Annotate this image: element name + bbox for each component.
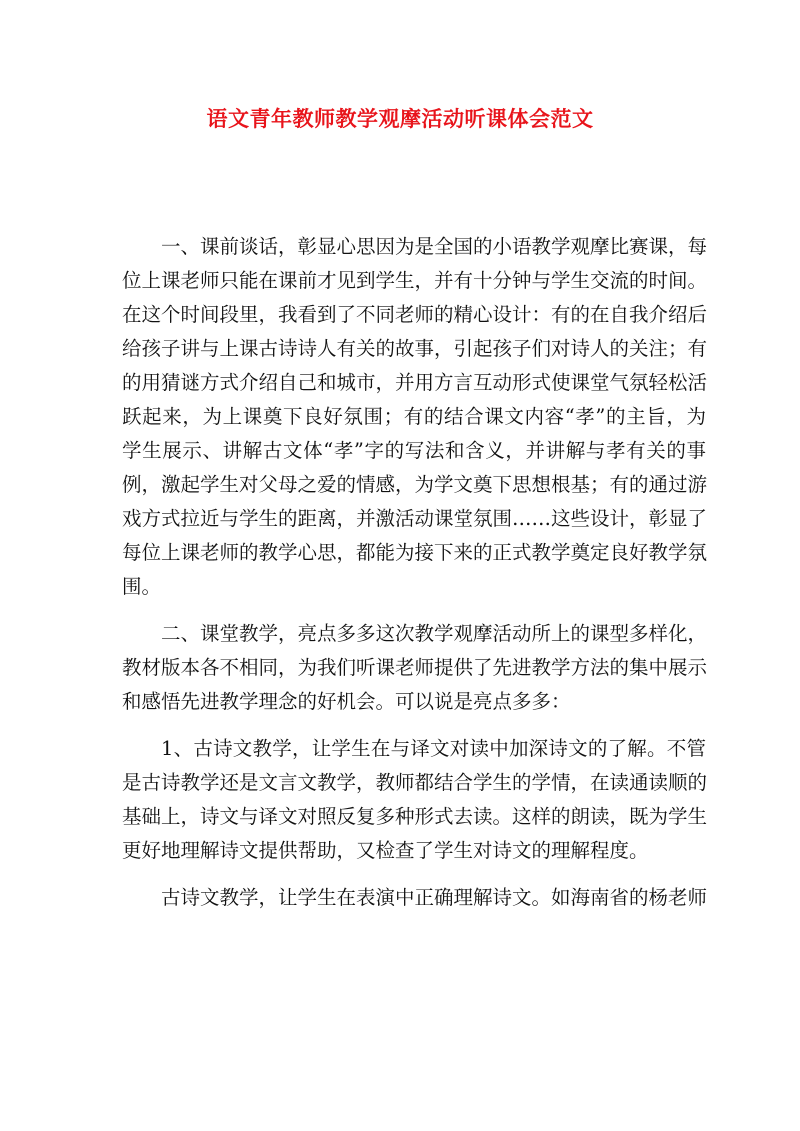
paragraph xyxy=(122,881,706,915)
text-line: 是古诗教学还是文言文教学，教师都结合学生的学情，在读通读顺的 xyxy=(122,771,708,794)
paragraph xyxy=(122,230,706,604)
document-title: 语文青年教师教学观摩活动听课体会范文 xyxy=(206,106,594,131)
text-line: 在这个时间段里，我看到了不同老师的精心设计：有的在自我介绍后 xyxy=(122,303,708,326)
text-line: 每位上课老师的教学心思，都能为接下来的正式教学奠定良好教学氛 xyxy=(122,541,708,564)
text-line: 二、课堂教学，亮点多多这次教学观摩活动所上的课型多样化， xyxy=(161,622,708,645)
text-line: 例，激起学生对父母之爱的情感，为学文奠下思想根基；有的通过游 xyxy=(122,473,708,496)
text-line: 的用猜谜方式介绍自己和城市，并用方言互动形式使课堂气氛轻松活 xyxy=(122,371,708,394)
text-line: 基础上，诗文与译文对照反复多种形式去读。这样的朗读，既为学生 xyxy=(122,805,708,828)
text-line: 给孩子讲与上课古诗诗人有关的故事，引起孩子们对诗人的关注；有 xyxy=(122,337,708,360)
text-line: 一、课前谈话，彰显心思因为是全国的小语教学观摩比赛课，每 xyxy=(161,235,708,258)
text-line: 戏方式拉近与学生的距离，并激活动课堂氛围……这些设计，彰显了 xyxy=(122,507,708,530)
text-line: 学生展示、讲解古文体“孝”字的写法和含义，并讲解与孝有关的事 xyxy=(122,439,706,462)
text-line: 位上课老师只能在课前才见到学生，并有十分钟与学生交流的时间。 xyxy=(122,269,708,292)
text-line: 跃起来，为上课奠下良好氛围；有的结合课文内容“孝”的主旨，为 xyxy=(122,405,706,428)
text-line: 围。 xyxy=(122,575,162,598)
text-line: 更好地理解诗文提供帮助，又检查了学生对诗文的理解程度。 xyxy=(122,839,649,862)
paragraph xyxy=(122,617,706,719)
text-line: 古诗文教学，让学生在表演中正确理解诗文。如海南省的杨老师 xyxy=(161,886,708,909)
text-line: 和感悟先进教学理念的好机会。可以说是亮点多多： xyxy=(122,690,571,713)
text-line: 教材版本各不相同，为我们听课老师提供了先进教学方法的集中展示 xyxy=(122,656,708,679)
paragraph xyxy=(122,732,706,868)
document-body xyxy=(122,230,706,928)
text-line: 1、古诗文教学，让学生在与译文对读中加深诗文的了解。不管 xyxy=(161,737,706,760)
